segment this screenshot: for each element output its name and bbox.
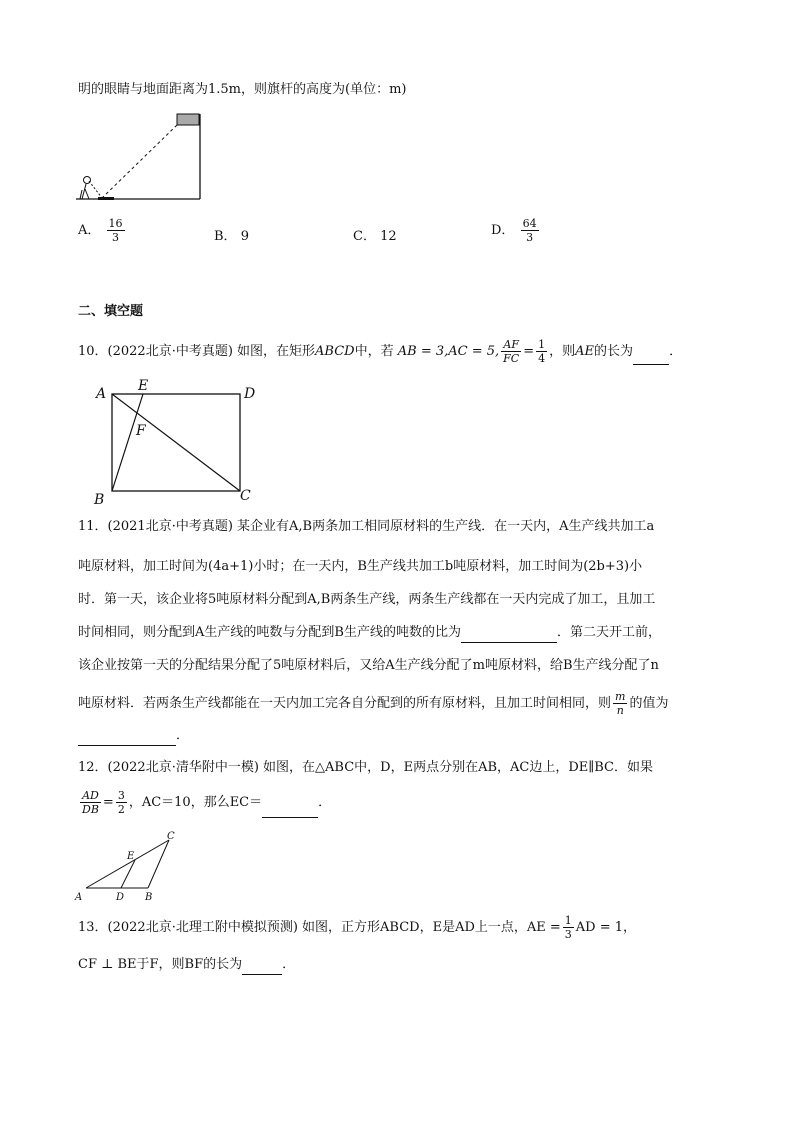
q11-line-5: 该企业按第一天的分配结果分配了5吨原材料后，又给A生产线分配了m吨原材料，给B生产线分配了n bbox=[78, 658, 659, 673]
label-b: B bbox=[94, 492, 105, 508]
q13-answer-blank[interactable] bbox=[242, 974, 282, 975]
q9-option-a-fraction: $\frac{16}{3}$ bbox=[108, 217, 123, 244]
person-leg bbox=[80, 190, 82, 199]
q9-option-d[interactable]: D． $\frac{64}{3}$ bbox=[491, 217, 537, 244]
flag bbox=[177, 114, 199, 125]
q13-line-1: 13．(2022北京·北理工附中模拟预测) 如图，正方形ABCD，E是AD上一点，AE = $\frac{1}{3}$ AD = 1， bbox=[78, 914, 637, 941]
q10-ratio-fraction: $\frac{AF}{FC}$ bbox=[503, 338, 520, 365]
diagonal-ac bbox=[112, 394, 240, 491]
side-bc bbox=[148, 840, 169, 888]
q10-value-fraction: $\frac{1}{4}$ bbox=[538, 338, 546, 365]
q9-text: 明的眼睛与地面距离为1.5m，则旗杆的高度为(单位：m) bbox=[78, 82, 407, 97]
section-title-fill-in: 二、填空题 bbox=[78, 304, 144, 319]
q10-answer-blank[interactable] bbox=[633, 364, 669, 365]
person-head bbox=[84, 177, 91, 184]
label-e: E bbox=[127, 851, 135, 862]
q12-answer-blank[interactable] bbox=[262, 817, 318, 818]
q11-line-3: 时．第一天，该企业将5吨原材料分配到A,B两条生产线，两条生产线都在一天内完成了加工，且加工 bbox=[78, 592, 656, 607]
q12-line-1: 12．(2022北京·清华附中一模) 如图，在△ABC中，D，E两点分别在AB，AC边上，DE∥BC．如果 bbox=[78, 760, 654, 775]
q9-option-a[interactable]: A． $\frac{16}{3}$ bbox=[78, 217, 123, 244]
label-d: D bbox=[116, 892, 125, 903]
segment-be bbox=[112, 394, 143, 491]
side-ac bbox=[86, 840, 169, 888]
q13-fraction: $\frac{1}{3}$ bbox=[564, 914, 572, 941]
label-f: F bbox=[136, 423, 146, 439]
q11-line-7: ． bbox=[78, 726, 189, 746]
label-c: C bbox=[240, 488, 251, 504]
person-body bbox=[82, 184, 86, 199]
sight-line-to-flag bbox=[102, 125, 177, 198]
q9-option-c[interactable]: C． 12 bbox=[353, 229, 397, 244]
q11-line-6: 吨原材料．若两条生产线都能在一天内加工完各自分配到的所有原材料，且加工时间相同，则 $\frac{m}{n}$ 的值为 bbox=[78, 690, 669, 717]
q11-answer-blank-1[interactable] bbox=[461, 642, 557, 643]
q9-flagpole-figure bbox=[76, 110, 206, 205]
q11-answer-blank-2[interactable] bbox=[78, 745, 176, 746]
label-d: D bbox=[244, 386, 256, 402]
label-a: A bbox=[75, 892, 83, 903]
person-leg-2 bbox=[85, 189, 89, 199]
q11-line-2: 吨原材料，加工时间为(4a+1)小时；在一天内，B生产线共加工b吨原材料，加工时间为(2b+3)小 bbox=[78, 559, 643, 574]
q10-rectangle-figure bbox=[92, 378, 262, 508]
q12-triangle-figure bbox=[74, 830, 184, 905]
q12-value-fraction: $\frac{3}{2}$ bbox=[117, 789, 125, 816]
label-b: B bbox=[145, 892, 153, 903]
q11-m-over-n: $\frac{m}{n}$ bbox=[615, 690, 626, 717]
q11-line-1: 11．(2021北京·中考真题) 某企业有A,B两条加工相同原材料的生产线．在一天内，A生产线共加工a bbox=[78, 519, 655, 534]
sight-line-to-mirror bbox=[89, 181, 102, 198]
q12-ad-db-fraction: $\frac{AD}{DB}$ bbox=[82, 789, 99, 816]
q13-line-2: CF ⊥ BE于F，则BF的长为 ． bbox=[78, 955, 295, 975]
label-c: C bbox=[167, 831, 175, 842]
q11-line-4: 时间相同，则分配到A生产线的吨数与分配到B生产线的吨数的比为 ．第二天开工前， bbox=[78, 623, 661, 643]
q12-line-2: $\frac{AD}{DB}$ = $\frac{3}{2}$ ，AC＝10，那么EC＝ ． bbox=[82, 789, 332, 816]
mirror bbox=[98, 197, 114, 200]
q9-option-d-fraction: $\frac{64}{3}$ bbox=[522, 217, 537, 244]
q9-option-b[interactable]: B． 9 bbox=[214, 229, 249, 244]
label-a: A bbox=[96, 386, 107, 402]
label-e: E bbox=[138, 378, 149, 394]
q10-text: 10．(2022北京·中考真题) 如图，在矩形ABCD中，若 AB = 3,AC = 5, $\frac{AF}{FC}$ = $\frac{1}{4}$ ，则AE的长为 ． bbox=[78, 338, 683, 365]
